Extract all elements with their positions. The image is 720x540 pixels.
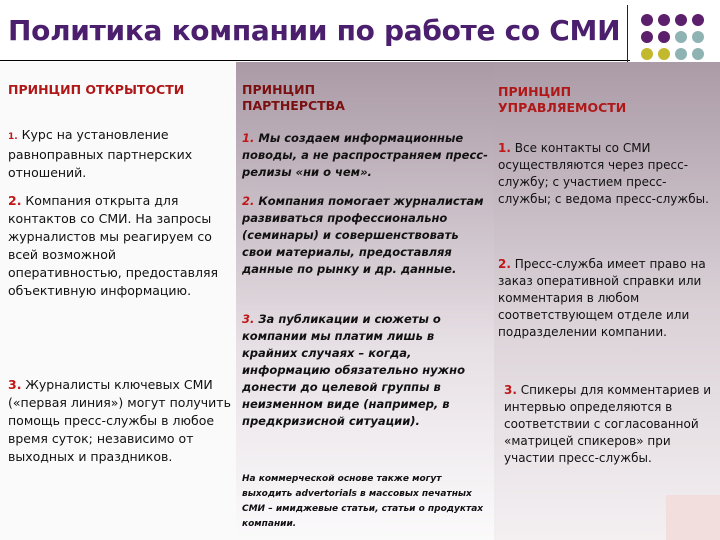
column-openness [0,62,236,540]
page-title: Политика компании по работе со СМИ [8,14,621,47]
item-text: Спикеры для комментариев и интервью определяются в соответствии с согласованной «матрицей спикеров» при участии пресс-службы. [504,383,712,465]
column-heading: ПРИНЦИП ПАРТНЕРСТВА [242,82,345,113]
item-text: Мы создаем информационные поводы, а не распространяем пресс-релизы «ни о чем». [242,131,488,179]
column-partnership [236,62,494,540]
item-text: За публикации и сюжеты о компании мы платим лишь в крайних случаях – когда, информацию обязательно нужно донести до целевой группы в неизменном виде (например, в предкризисной ситуации). [242,312,465,428]
decor-dot [641,14,653,26]
decor-dot [658,31,670,43]
item-number: 1. [498,141,511,155]
item-number: 3. [504,383,517,397]
principle-item [8,192,230,300]
footnote: На коммерческой основе также могут выходить advertorials в массовых печатных СМИ – имиджевые статьи, статьи о продуктах компании. [242,474,484,529]
principle-item [8,126,232,182]
decor-dot [692,48,704,60]
principle-item [498,140,716,208]
decor-dot [675,14,687,26]
decor-dot [658,14,670,26]
item-number: 2. [242,194,255,208]
item-text: Журналисты ключевых СМИ («первая линия») могут получить помощь пресс-службы в любое время суток; независимо от выходных и праздников. [8,377,231,464]
item-number: 1. [8,132,18,142]
decor-dot [641,31,653,43]
principle-item [242,311,482,430]
decor-dot [641,48,653,60]
decor-dot [675,31,687,43]
principle-item [242,193,488,278]
principle-item [8,376,232,466]
item-text: Пресс-служба имеет право на заказ оперативной справки или комментария в любом соответствующем отделе или подразделении компании. [498,257,706,339]
decor-dot [692,31,704,43]
column-heading: ПРИНЦИП УПРАВЛЯЕМОСТИ [498,84,627,115]
title-divider [0,60,630,61]
item-text: Компания открыта для контактов со СМИ. На запросы журналистов мы реагируем со всей возможной оперативностью, предоставляя объективную информацию. [8,193,218,298]
principle-item [498,256,718,341]
item-number: 2. [498,257,511,271]
decor-dot [658,48,670,60]
principle-item [504,382,714,467]
item-number: 3. [8,377,22,392]
column-heading: ПРИНЦИП ОТКРЫТОСТИ [8,82,185,97]
item-number: 1. [242,131,255,145]
column-control [494,62,720,540]
decor-dot [675,48,687,60]
decor-dot [692,14,704,26]
decorative-corner-box [666,495,720,540]
item-number: 3. [242,312,255,326]
item-text: Все контакты со СМИ осуществляются через пресс-службу; с участием пресс-службы; с ведома пресс-службы. [498,141,709,206]
principle-item [242,130,490,181]
item-number: 2. [8,193,22,208]
item-text: Компания помогает журналистам развиваться профессионально (семинары) и совершенствовать свои материалы, предоставляя данные по рынку и др. данные. [242,194,484,276]
item-text: Курс на установление равноправных партнерских отношений. [8,127,193,180]
